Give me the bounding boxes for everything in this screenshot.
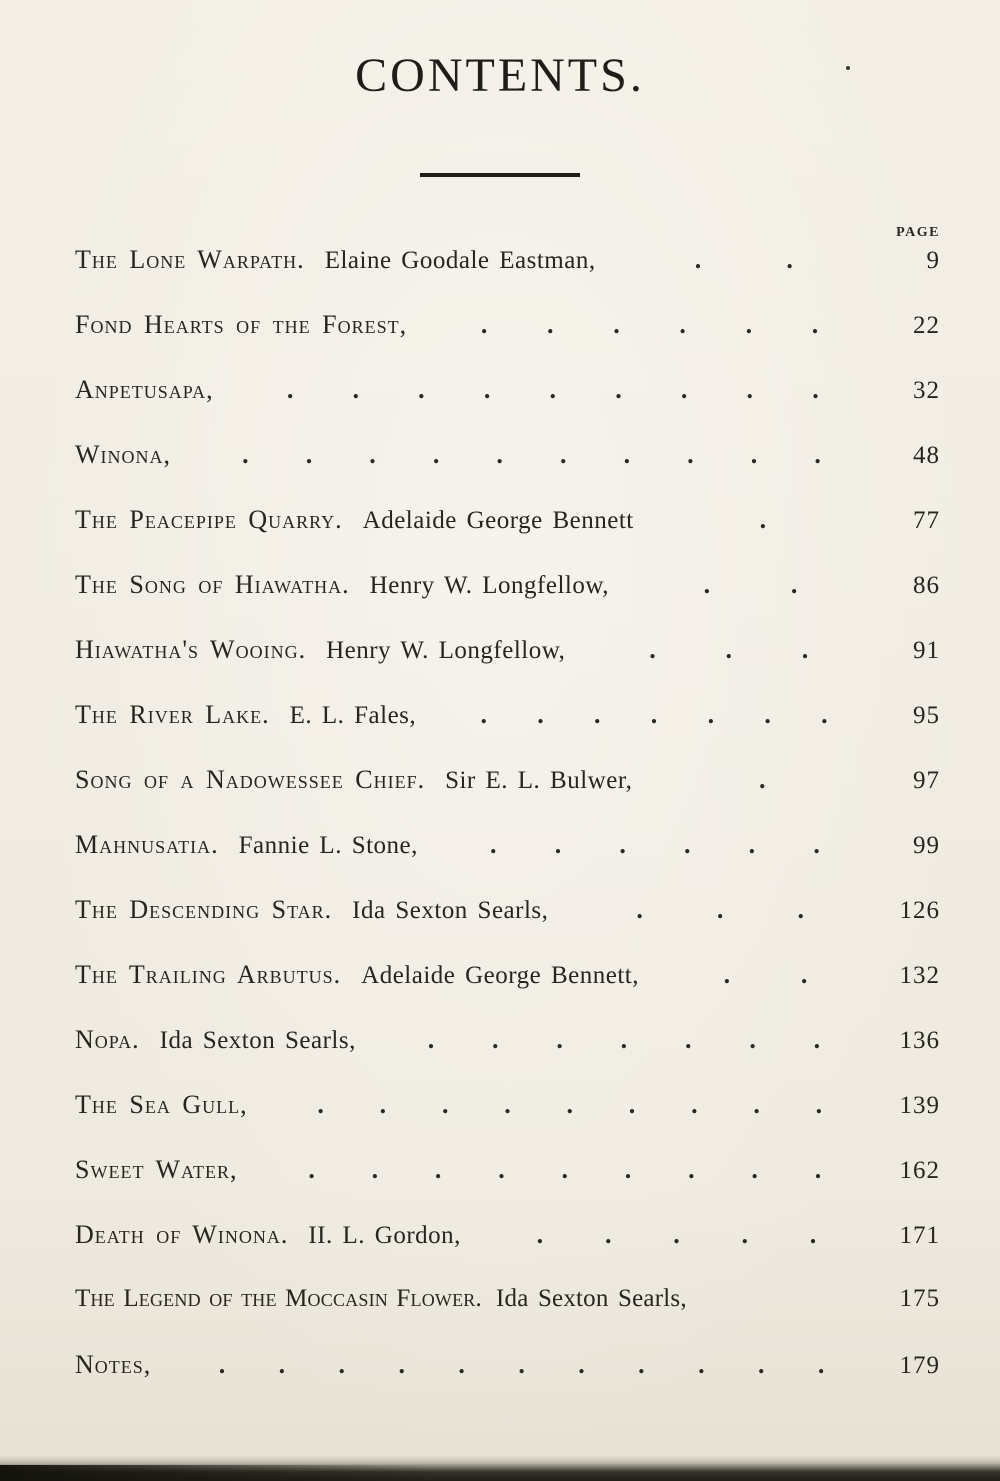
entry-title: The Trailing Arbutus. (75, 959, 342, 989)
leader-dots: . . . . . . . (480, 701, 828, 728)
toc-entry (75, 960, 940, 1025)
leader-dots: . . (694, 246, 793, 273)
entry-title: Fond Hearts of the Forest, (75, 309, 408, 339)
toc-entry (75, 505, 940, 570)
toc-entry (75, 1220, 940, 1285)
entry-author: Adelaide George Bennett (362, 506, 634, 534)
entry-author: Ida Sexton Searls, (159, 1026, 356, 1054)
entry-page-number: 99 (913, 831, 940, 859)
entry-title: The Sea Gull, (75, 1089, 248, 1119)
leader-dots: . . . . . . . (427, 1026, 821, 1053)
toc-entry (75, 700, 940, 765)
toc-entry (75, 1350, 940, 1415)
entry-author: Ida Sexton Searls, (352, 896, 549, 924)
entry-title: The River Lake. (75, 699, 270, 729)
entry-page-number: 97 (913, 766, 940, 794)
toc-entry (75, 570, 940, 635)
toc-list (0, 245, 1000, 1415)
leader-dots: . . . . . . . . . . (242, 441, 821, 468)
entry-title: Hiawatha's Wooing. (75, 634, 307, 664)
entry-title: Anpetusapa, (75, 374, 214, 404)
leader-dots: . . . . . . . . . (308, 1156, 822, 1183)
entry-page-number: 32 (913, 376, 940, 404)
leader-dots: . . (703, 571, 798, 598)
entry-title: Death of Winona. (75, 1219, 289, 1249)
entry-author: E. L. Fales, (289, 701, 417, 729)
scan-bottom-left-edge (0, 1465, 430, 1481)
entry-page-number: 9 (926, 246, 940, 274)
entry-author: Henry W. Longfellow, (326, 636, 566, 664)
entry-title: Notes, (75, 1349, 152, 1379)
toc-entry (75, 440, 940, 505)
entry-page-number: 95 (913, 701, 940, 729)
leader-dots: . . . (649, 636, 809, 663)
toc-entry (75, 245, 940, 310)
entry-author: Henry W. Longfellow, (369, 571, 610, 599)
entry-page-number: 48 (913, 441, 940, 469)
entry-author: II. L. Gordon, (308, 1221, 461, 1249)
entry-title: Song of a Nadowessee Chief. (75, 764, 426, 794)
leader-dots: . . . . . . (490, 831, 820, 858)
title-divider-rule (420, 173, 580, 177)
leader-dots: . (759, 506, 767, 533)
leader-dots: . . . . . . (480, 311, 819, 338)
entry-page-number: 77 (913, 506, 940, 534)
toc-entry (75, 895, 940, 960)
entry-page-number: 91 (913, 636, 940, 664)
toc-entry (75, 765, 940, 830)
leader-dots: . . . . . . . . . (286, 376, 819, 403)
entry-title: The Song of Hiawatha. (75, 569, 350, 599)
leader-dots: . . . . . (536, 1221, 817, 1248)
entry-title: The Legend of the Moccasin Flower. (75, 1284, 482, 1312)
toc-entry (75, 1285, 940, 1350)
toc-entry (75, 1090, 940, 1155)
page-title: CONTENTS. (355, 49, 645, 102)
leader-dots: . . . (636, 896, 804, 923)
entry-page-number: 22 (913, 311, 940, 339)
entry-page-number: 136 (899, 1026, 940, 1054)
entry-page-number: 171 (899, 1221, 940, 1249)
entry-title: Sweet Water, (75, 1154, 238, 1184)
entry-page-number: 132 (899, 961, 940, 989)
entry-page-number: 139 (899, 1091, 940, 1119)
leader-dots: . . (723, 961, 808, 988)
entry-title: The Peacepipe Quarry. (75, 504, 343, 534)
entry-author: Sir E. L. Bulwer, (445, 766, 633, 794)
entry-author: Adelaide George Bennett, (361, 961, 640, 989)
entry-page-number: 175 (899, 1284, 940, 1312)
entry-page-number: 86 (913, 571, 940, 599)
toc-entry (75, 1155, 940, 1220)
entry-author: Fannie L. Stone, (238, 831, 418, 859)
entry-title: Winona, (75, 439, 172, 469)
entry-title: The Lone Warpath. (75, 244, 305, 274)
page-column-header: PAGE (896, 224, 940, 240)
leader-dots: . (758, 766, 766, 793)
leader-dots: . . . . . . . . . (317, 1091, 823, 1118)
leader-dots: . . . . . . . . . . . (218, 1351, 825, 1378)
toc-entry (75, 1025, 940, 1090)
toc-entry (75, 830, 940, 895)
entry-author: Elaine Goodale Eastman, (324, 246, 596, 274)
entry-title: The Descending Star. (75, 894, 333, 924)
entry-title: Nopa. (75, 1024, 140, 1054)
entry-title: Mahnusatia. (75, 829, 219, 859)
toc-entry (75, 635, 940, 700)
entry-author: Ida Sexton Searls, (495, 1284, 687, 1312)
scan-speck (846, 66, 850, 70)
toc-entry (75, 310, 940, 375)
entry-page-number: 179 (899, 1351, 940, 1379)
entry-page-number: 126 (899, 896, 940, 924)
entry-page-number: 162 (899, 1156, 940, 1184)
toc-entry (75, 375, 940, 440)
